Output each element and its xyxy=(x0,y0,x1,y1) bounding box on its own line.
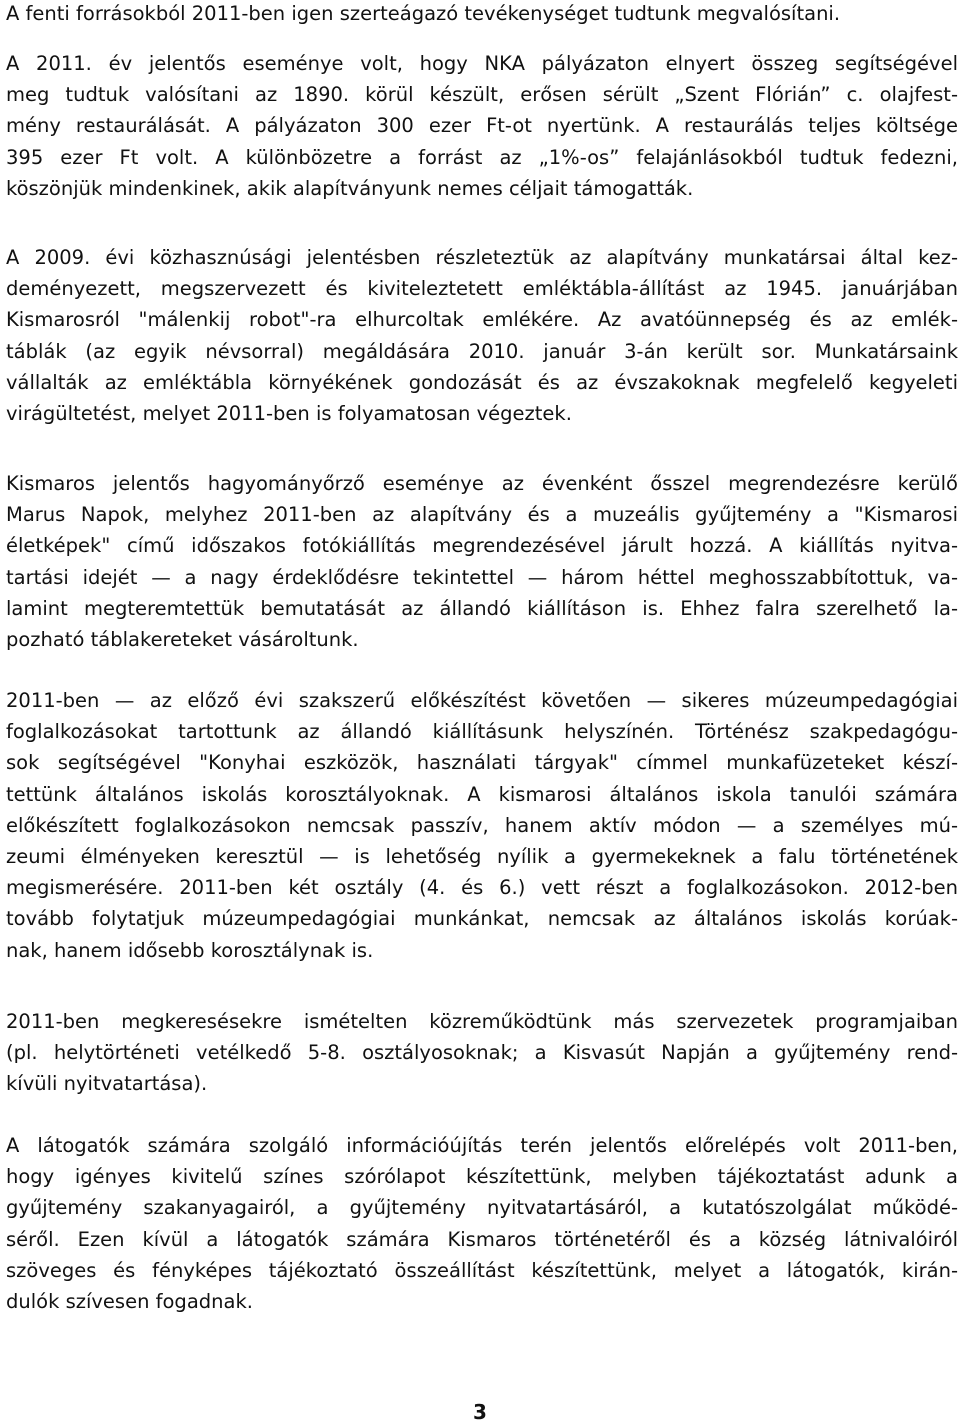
text-line: deményezett, megszervezett és kiviteleztetett emléktábla-állítást az 1945. januárjában xyxy=(6,277,958,301)
text-line: táblák (az egyik névsorral) megáldására 2010. január 3-án került sor. Munkatársaink xyxy=(6,339,958,363)
text-line: meg tudtuk valósítani az 1890. körül készült, erősen sérült „Szent Flórián” c. olajfest- xyxy=(6,83,958,107)
paragraph-memorial-plaque xyxy=(6,242,958,429)
text-line: nak, hanem idősebb korosztálynak is. xyxy=(6,938,374,962)
text-line: 2011-ben megkeresésekre ismételten közreműködtünk más szervezetek programjaiban xyxy=(6,1010,958,1033)
text-line: séről. Ezen kívül a látogatók számára Kismaros történetéről és a község látnivalóiról xyxy=(6,1227,958,1251)
text-line: 2011-ben — az előző évi szakszerű előkészítést követően — sikeres múzeumpedagógiai xyxy=(6,689,958,712)
text-line: lamint megteremtettük bemutatását az állandó kiállításon is. Ehhez falra szerelhető la- xyxy=(6,596,958,620)
text-line: 395 ezer Ft volt. A különbözetre a forrást az „1%-os” felajánlásokból tudtuk fedezni, xyxy=(6,145,958,169)
text-line: köszönjük mindenkinek, akik alapítványunk nemes céljait támogatták. xyxy=(6,176,694,200)
text-line: mény restaurálását. A pályázaton 300 ezer Ft-ot nyertünk. A restaurálás teljes költsége xyxy=(6,114,958,138)
text-line: Kismaros jelentős hagyományőrző eseménye az évenként ősszel megrendezésre kerülő xyxy=(6,472,958,495)
text-line: (pl. helytörténeti vetélkedő 5-8. osztályosoknak; a Kisvasút Napján a gyűjtemény rend- xyxy=(6,1041,958,1065)
paragraph-museum-pedagogy xyxy=(6,685,958,966)
text-line: dulók szívesen fogadnak. xyxy=(6,1290,253,1314)
text-line: hogy igényes kivitelű színes szórólapot készítettünk, melyben tájékoztatást adunk a xyxy=(6,1165,958,1189)
paragraph-visitor-information xyxy=(6,1130,958,1317)
text-line: A fenti forrásokból 2011-ben igen szerteágazó tevékenységet tudtunk megvalósítani. xyxy=(6,2,841,25)
text-line: A látogatók számára szolgáló információújítás terén jelentős előrelépés volt 2011-ben, xyxy=(6,1134,958,1157)
text-line: tettünk általános iskolás korosztályoknak. A kismarosi általános iskola tanulói számára xyxy=(6,782,958,806)
text-line: Marus Napok, melyhez 2011-ben az alapítvány és a muzeális gyűjtemény a "Kismarosi xyxy=(6,503,958,527)
text-line: pozható táblakereteket vásároltunk. xyxy=(6,628,359,652)
paragraph-sources xyxy=(6,0,958,29)
page-number: 3 xyxy=(473,1400,487,1424)
text-line: előkészített foglalkozásokon nemcsak passzív, hanem aktív módon — a személyes mú- xyxy=(6,813,958,837)
paragraph-marus-napok xyxy=(6,468,958,655)
text-line: zeumi élményeken keresztül — is lehetőség nyílik a gyermekeknek a falu történetének xyxy=(6,845,958,869)
text-line: A 2011. év jelentős eseménye volt, hogy NKA pályázaton elnyert összeg segítségével xyxy=(6,52,958,75)
text-line: vállalták az emléktábla környékének gondozását és az évszakoknak megfelelő kegyeleti xyxy=(6,370,958,394)
paragraph-cooperation xyxy=(6,1006,958,1100)
paragraph-restoration xyxy=(6,48,958,204)
text-line: életképek" című időszakos fotókiállítás megrendezésével járult hozzá. A kiállítás nyitva- xyxy=(6,534,958,558)
text-line: szöveges és fényképes tájékoztató összeállítást készítettünk, melyet a látogatók, kirán- xyxy=(6,1258,958,1282)
text-line: megismerésére. 2011-ben két osztály (4. és 6.) vett részt a foglalkozásokon. 2012-ben xyxy=(6,876,958,900)
text-line: gyűjtemény szakanyagairól, a gyűjtemény nyitvatartásáról, a kutatószolgálat működé- xyxy=(6,1196,958,1220)
text-line: tovább folytatjuk múzeumpedagógiai munkánkat, nemcsak az általános iskolás korúak- xyxy=(6,907,958,931)
text-line: virágültetést, melyet 2011-ben is folyamatosan végeztek. xyxy=(6,402,572,426)
text-line: Kismarosról "málenkij robot"-ra elhurcoltak emlékére. Az avatóünnepség és az emlék- xyxy=(6,308,958,332)
text-line: kívüli nyitvatartása). xyxy=(6,1072,208,1096)
text-line: sok segítségével "Konyhai eszközök, használati tárgyak" címmel munkafüzeteket készí- xyxy=(6,751,958,775)
text-line: A 2009. évi közhasznúsági jelentésben részleteztük az alapítvány munkatársai által kez- xyxy=(6,246,958,269)
text-line: foglalkozásokat tartottunk az állandó kiállításunk helyszínén. Történész szakpedagógu- xyxy=(6,720,958,744)
text-line: tartási idejét — a nagy érdeklődésre tekintettel — három héttel meghosszabbítottuk, va- xyxy=(6,565,958,589)
